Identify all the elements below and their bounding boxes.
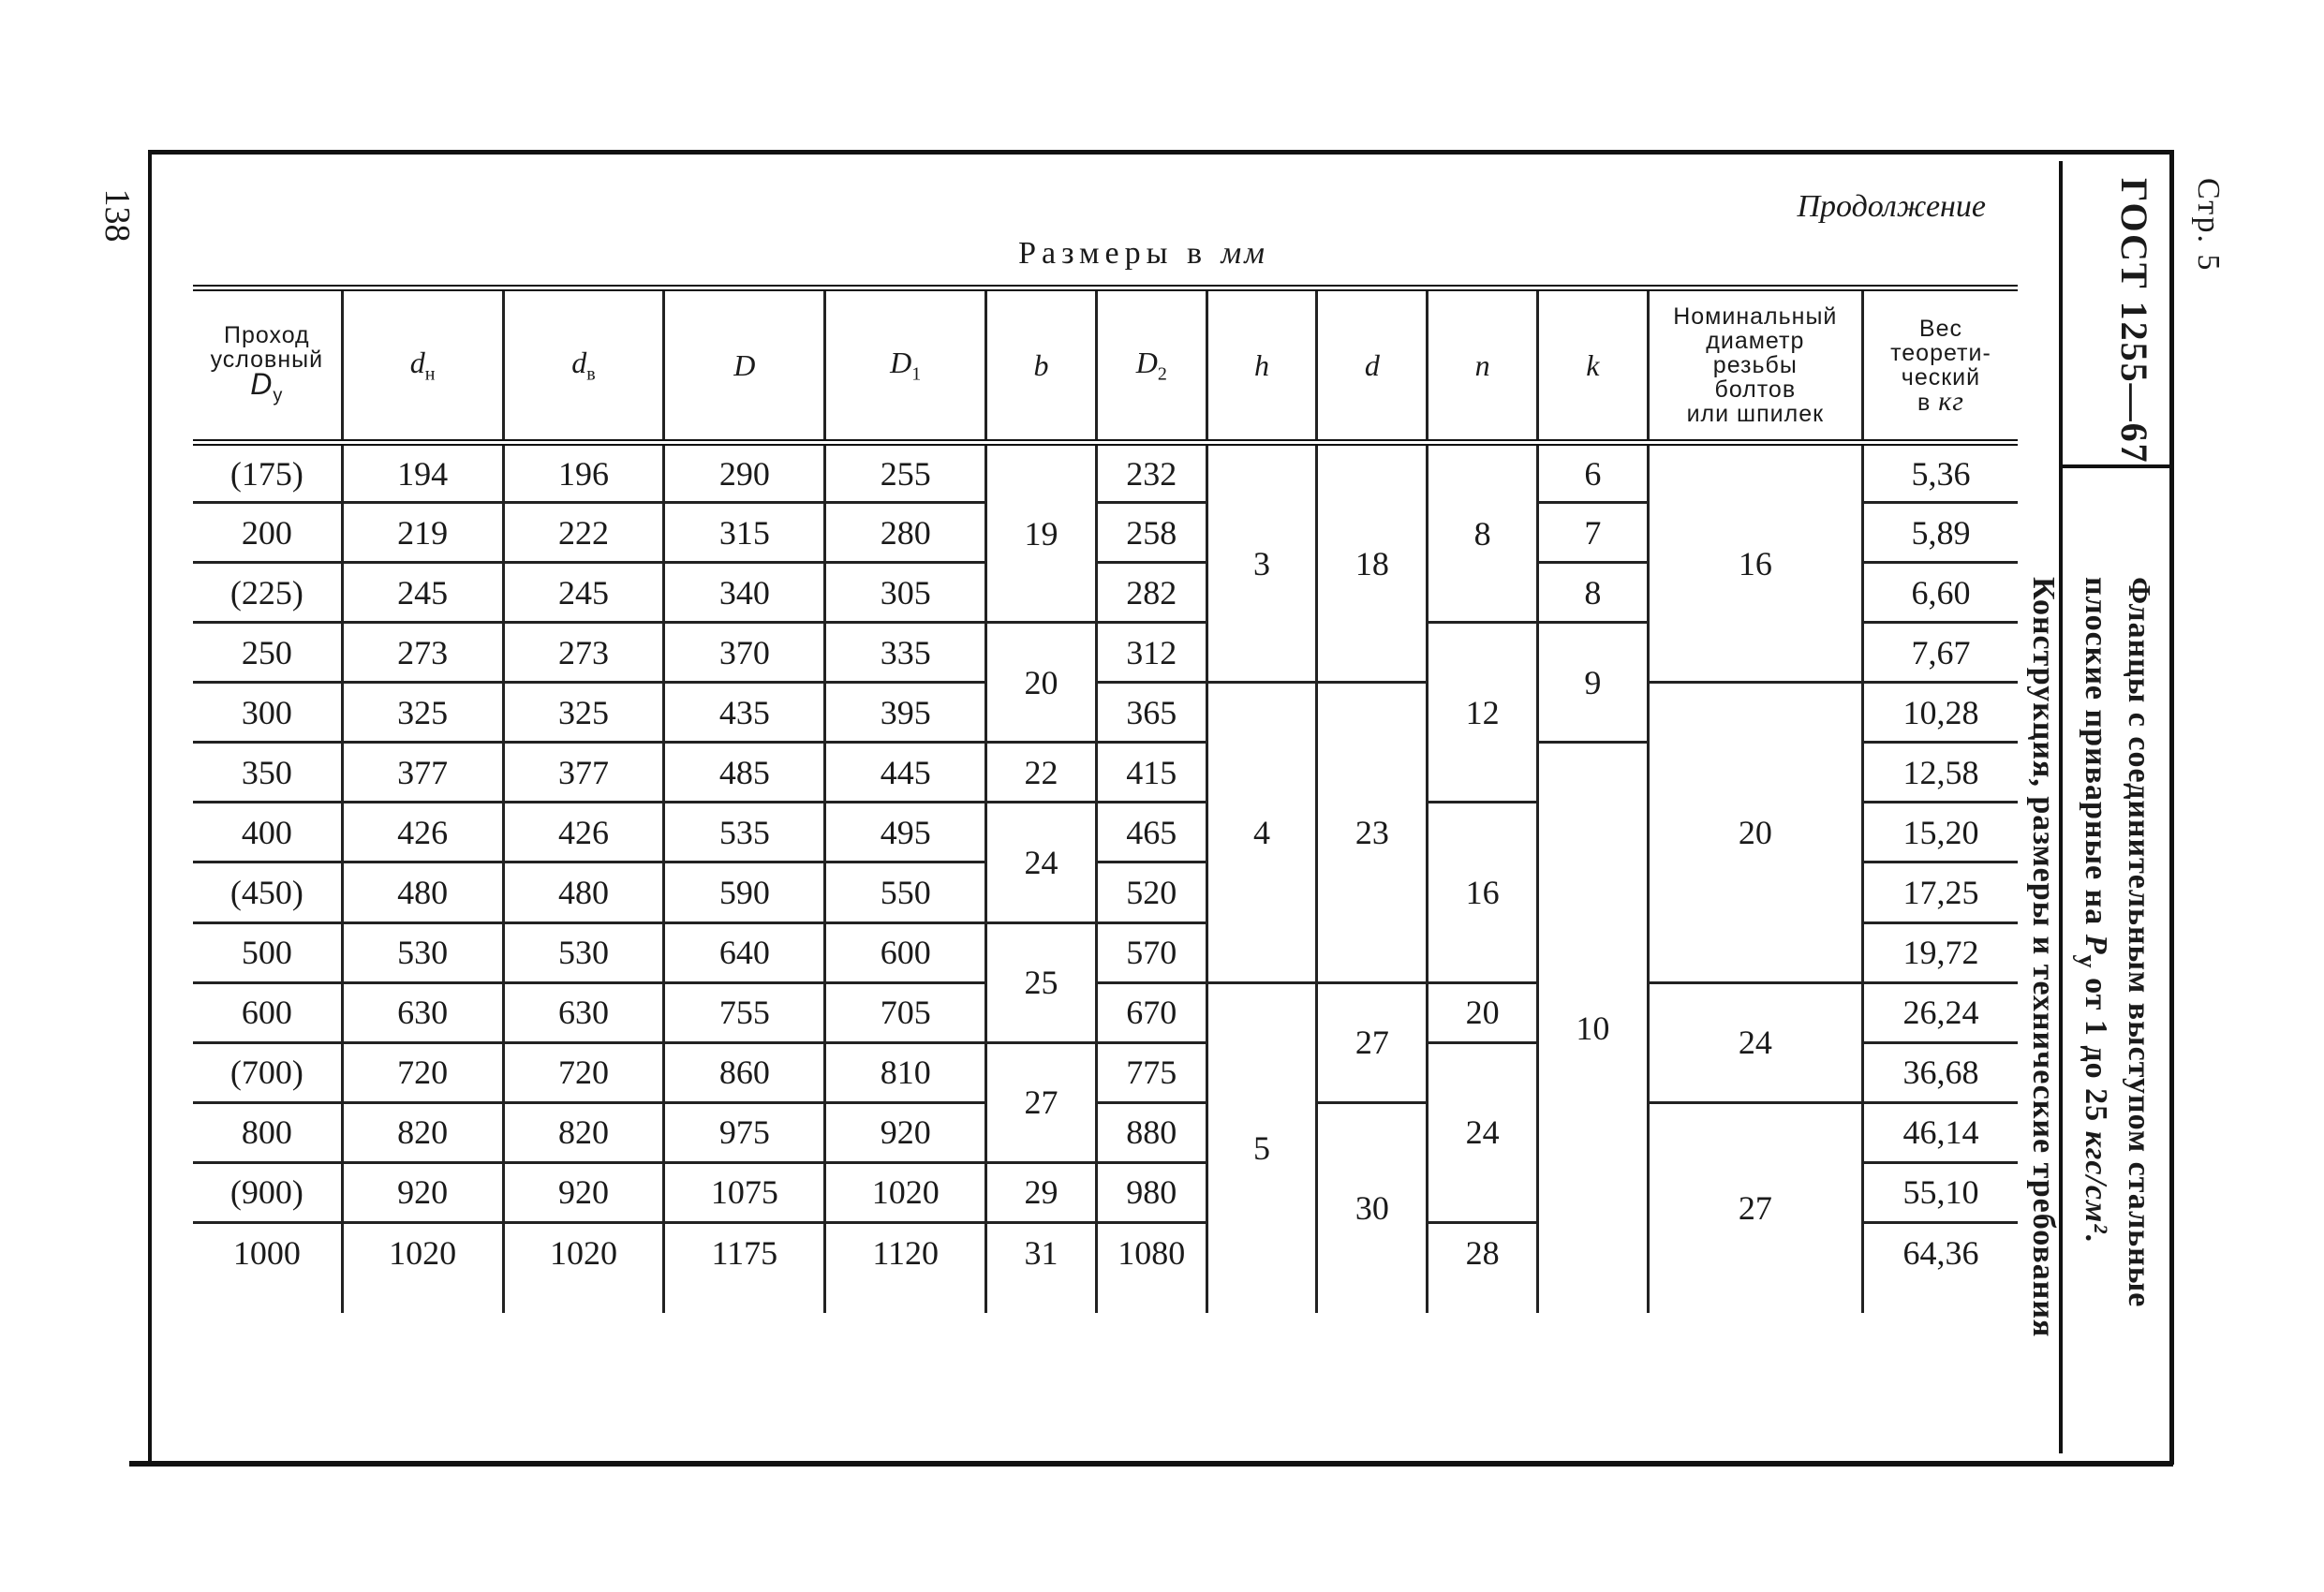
document-title bbox=[2021, 577, 2160, 1337]
table-row bbox=[193, 443, 2018, 503]
cell-dn: 194 bbox=[342, 443, 503, 503]
cell-D1: 920 bbox=[825, 1102, 986, 1162]
cell-D2: 365 bbox=[1096, 683, 1206, 743]
cell-dv: 720 bbox=[503, 1042, 664, 1102]
cell-D2: 775 bbox=[1096, 1042, 1206, 1102]
cell-b-group: 22 bbox=[986, 743, 1097, 803]
cell-weight: 17,25 bbox=[1862, 862, 2018, 922]
header-weight-line4-text: в bbox=[1917, 389, 1939, 416]
cell-dn: 720 bbox=[342, 1042, 503, 1102]
cell-weight: 55,10 bbox=[1862, 1162, 2018, 1222]
cell-dn: 219 bbox=[342, 503, 503, 563]
cell-D1: 255 bbox=[825, 443, 986, 503]
cell-dn: 377 bbox=[342, 743, 503, 803]
cell-d-group: 18 bbox=[1317, 443, 1428, 683]
cell-thread-group: 16 bbox=[1648, 443, 1862, 683]
page-number: 138 bbox=[97, 188, 137, 243]
cell-weight: 5,36 bbox=[1862, 443, 2018, 503]
cell-dy: 400 bbox=[193, 803, 342, 862]
units-caption-unit: мм bbox=[1221, 236, 1267, 271]
header-thread-line4: болтов bbox=[1714, 376, 1797, 403]
cell-dv: 920 bbox=[503, 1162, 664, 1222]
cell-dy: (700) bbox=[193, 1042, 342, 1102]
cell-h-group: 5 bbox=[1206, 982, 1317, 1313]
units-caption bbox=[843, 236, 1443, 272]
side-page-label: Стр. 5 bbox=[2191, 178, 2226, 273]
cell-n-group: 24 bbox=[1428, 1042, 1538, 1222]
title-line-1: Фланцы с соединительным выступом стальные bbox=[2122, 577, 2156, 1308]
cell-h-group: 4 bbox=[1206, 683, 1317, 982]
cell-D2: 980 bbox=[1096, 1162, 1206, 1222]
header-dy-line2: условный bbox=[210, 346, 324, 373]
header-dn-sub: н bbox=[424, 363, 436, 385]
cell-weight: 12,58 bbox=[1862, 743, 2018, 803]
cell-dy: 800 bbox=[193, 1102, 342, 1162]
cell-D: 640 bbox=[664, 922, 825, 982]
cell-dy: 500 bbox=[193, 922, 342, 982]
cell-n-group: 12 bbox=[1428, 623, 1538, 803]
cell-dn: 480 bbox=[342, 862, 503, 922]
title-pressure-subscript: у bbox=[2072, 954, 2102, 969]
cell-n-group: 8 bbox=[1428, 443, 1538, 623]
title-pressure-unit: кгс/см² bbox=[2079, 1130, 2113, 1234]
header-n-sym: n bbox=[1474, 347, 1490, 382]
cell-D1: 1120 bbox=[825, 1222, 986, 1313]
header-h bbox=[1206, 288, 1317, 443]
cell-b-group: 20 bbox=[986, 623, 1097, 743]
cell-D: 535 bbox=[664, 803, 825, 862]
header-D1 bbox=[825, 288, 986, 443]
cell-D2: 670 bbox=[1096, 982, 1206, 1042]
header-k-sym: k bbox=[1586, 347, 1600, 382]
frame-right-rule bbox=[2169, 150, 2174, 1465]
header-weight-line1: Вес bbox=[1918, 315, 1962, 342]
cell-weight: 5,89 bbox=[1862, 503, 2018, 563]
units-caption-text: Размеры в bbox=[1018, 236, 1221, 271]
cell-dy: 1000 bbox=[232, 1233, 301, 1272]
table-row bbox=[193, 982, 2018, 1042]
cell-D2: 232 bbox=[1096, 443, 1206, 503]
continuation-label: Продолжение bbox=[1797, 189, 1986, 224]
flange-dimensions-table bbox=[193, 285, 2018, 1313]
cell-D: 590 bbox=[664, 862, 825, 922]
cell-dn: 530 bbox=[342, 922, 503, 982]
cell-D2: 1080 bbox=[1096, 1222, 1206, 1313]
cell-b-group: 27 bbox=[986, 1042, 1097, 1162]
cell-dv: 245 bbox=[503, 563, 664, 623]
table-header-row bbox=[193, 288, 2018, 443]
cell-dn: 1020 bbox=[342, 1222, 503, 1313]
header-weight-line4 bbox=[1864, 385, 2018, 417]
header-dv-sym: d bbox=[571, 345, 587, 379]
cell-thread-group: 20 bbox=[1648, 683, 1862, 982]
header-dn bbox=[342, 288, 503, 443]
cell-weight: 7,67 bbox=[1862, 623, 2018, 683]
frame-left-rule bbox=[148, 150, 152, 1461]
cell-k: 8 bbox=[1537, 563, 1648, 623]
cell-D: 340 bbox=[664, 563, 825, 623]
cell-D1: 550 bbox=[825, 862, 986, 922]
header-D-sym: D bbox=[733, 347, 756, 382]
header-thread-line2: диаметр bbox=[1706, 328, 1805, 354]
cell-D2: 282 bbox=[1096, 563, 1206, 623]
header-dy-line1: Проход bbox=[223, 321, 310, 348]
cell-n-group: 16 bbox=[1428, 803, 1538, 982]
header-thread-line1: Номинальный bbox=[1673, 303, 1838, 330]
cell-dy: (900) bbox=[193, 1162, 342, 1222]
title-line-3: Конструкция, размеры и технические требования bbox=[2026, 577, 2062, 1338]
cell-k: 7 bbox=[1537, 503, 1648, 563]
cell-D2: 415 bbox=[1096, 743, 1206, 803]
cell-thread-group: 27 bbox=[1648, 1102, 1862, 1313]
header-dn-sym: d bbox=[409, 345, 425, 379]
cell-D: 435 bbox=[664, 683, 825, 743]
frame-top-rule bbox=[148, 150, 2173, 155]
header-dy-symbol bbox=[193, 366, 341, 407]
cell-b-group: 19 bbox=[986, 443, 1097, 623]
header-D2 bbox=[1096, 288, 1206, 443]
cell-dn: 273 bbox=[342, 623, 503, 683]
title-pressure-symbol: P bbox=[2079, 934, 2113, 955]
header-thread-line3: резьбы bbox=[1712, 352, 1798, 378]
cell-D: 1175 bbox=[664, 1222, 825, 1313]
cell-D2: 570 bbox=[1096, 922, 1206, 982]
cell-D2: 312 bbox=[1096, 623, 1206, 683]
cell-dv: 530 bbox=[503, 922, 664, 982]
cell-D2: 520 bbox=[1096, 862, 1206, 922]
cell-D2: 258 bbox=[1096, 503, 1206, 563]
cell-D1: 810 bbox=[825, 1042, 986, 1102]
cell-D1: 335 bbox=[825, 623, 986, 683]
cell-dv: 630 bbox=[503, 982, 664, 1042]
header-d-sym: d bbox=[1364, 347, 1380, 382]
cell-D1: 395 bbox=[825, 683, 986, 743]
table-row bbox=[193, 683, 2018, 743]
cell-dy: (450) bbox=[193, 862, 342, 922]
cell-D: 975 bbox=[664, 1102, 825, 1162]
cell-dn: 820 bbox=[342, 1102, 503, 1162]
cell-weight: 10,28 bbox=[1862, 683, 2018, 743]
cell-D2: 880 bbox=[1096, 1102, 1206, 1162]
header-D2-sub: 2 bbox=[1157, 363, 1167, 385]
side-strip-divider bbox=[2059, 464, 2169, 468]
cell-dy: 300 bbox=[193, 683, 342, 743]
cell-D: 860 bbox=[664, 1042, 825, 1102]
cell-weight: 6,60 bbox=[1862, 563, 2018, 623]
standard-code: ГОСТ 1255—67 bbox=[2113, 178, 2155, 464]
header-D2-sym: D bbox=[1135, 345, 1158, 379]
cell-dv: 273 bbox=[503, 623, 664, 683]
header-b-sym: b bbox=[1033, 347, 1049, 382]
cell-dv: 325 bbox=[503, 683, 664, 743]
title-line-2-end: . bbox=[2079, 1233, 2113, 1244]
cell-n-group: 28 bbox=[1428, 1222, 1538, 1313]
cell-dy: 200 bbox=[193, 503, 342, 563]
cell-D: 1075 bbox=[664, 1162, 825, 1222]
cell-n-group: 20 bbox=[1428, 982, 1538, 1042]
cell-d-group: 23 bbox=[1317, 683, 1428, 982]
cell-dn: 426 bbox=[342, 803, 503, 862]
cell-b-group: 31 bbox=[986, 1222, 1097, 1313]
header-thread-line5: или шпилек bbox=[1686, 401, 1825, 427]
header-dv bbox=[503, 288, 664, 443]
cell-k-group: 10 bbox=[1537, 743, 1648, 1313]
cell-weight: 26,24 bbox=[1862, 982, 2018, 1042]
cell-dy: 350 bbox=[193, 743, 342, 803]
cell-dy: (175) bbox=[193, 443, 342, 503]
header-n bbox=[1428, 288, 1538, 443]
cell-b-group: 29 bbox=[986, 1162, 1097, 1222]
title-line-2-start: плоские приварные на bbox=[2079, 577, 2113, 935]
header-thread-diameter bbox=[1648, 288, 1862, 443]
cell-weight: 64,36 bbox=[1862, 1222, 2018, 1313]
cell-weight: 46,14 bbox=[1862, 1102, 2018, 1162]
frame-bottom-rule bbox=[129, 1461, 2173, 1467]
header-D bbox=[664, 288, 825, 443]
cell-D: 290 bbox=[664, 443, 825, 503]
cell-dv: 426 bbox=[503, 803, 664, 862]
cell-weight: 36,68 bbox=[1862, 1042, 2018, 1102]
cell-dy: 600 bbox=[193, 982, 342, 1042]
cell-D: 755 bbox=[664, 982, 825, 1042]
cell-b-group: 25 bbox=[986, 922, 1097, 1042]
cell-D1: 445 bbox=[825, 743, 986, 803]
cell-dv: 1020 bbox=[503, 1222, 664, 1313]
header-weight-line3: ческий bbox=[1901, 363, 1981, 391]
cell-dy: (225) bbox=[193, 563, 342, 623]
cell-dn: 630 bbox=[342, 982, 503, 1042]
cell-d-group: 30 bbox=[1317, 1102, 1428, 1313]
cell-D2: 465 bbox=[1096, 803, 1206, 862]
cell-D: 485 bbox=[664, 743, 825, 803]
cell-D1: 280 bbox=[825, 503, 986, 563]
title-line-2-middle: от 1 до 25 bbox=[2079, 968, 2113, 1131]
cell-dv: 222 bbox=[503, 503, 664, 563]
header-k bbox=[1537, 288, 1648, 443]
cell-dn: 245 bbox=[342, 563, 503, 623]
cell-k: 6 bbox=[1537, 443, 1648, 503]
cell-thread-group: 24 bbox=[1648, 982, 1862, 1102]
cell-D1: 600 bbox=[825, 922, 986, 982]
header-weight-line2: теорети- bbox=[1890, 339, 1991, 366]
cell-D: 370 bbox=[664, 623, 825, 683]
header-D1-sub: 1 bbox=[911, 363, 922, 385]
header-dv-sub: в bbox=[586, 363, 596, 385]
cell-dv: 196 bbox=[503, 443, 664, 503]
cell-dv: 820 bbox=[503, 1102, 664, 1162]
cell-dn: 920 bbox=[342, 1162, 503, 1222]
header-dy-sub: у bbox=[273, 385, 284, 406]
header-weight bbox=[1862, 288, 2018, 443]
cell-weight: 19,72 bbox=[1862, 922, 2018, 982]
cell-dv: 480 bbox=[503, 862, 664, 922]
header-nominal-bore bbox=[193, 288, 342, 443]
cell-d-group: 27 bbox=[1317, 982, 1428, 1102]
cell-b-group: 24 bbox=[986, 803, 1097, 922]
cell-D1: 305 bbox=[825, 563, 986, 623]
table-row bbox=[193, 1102, 2018, 1162]
cell-dy: 250 bbox=[193, 623, 342, 683]
header-weight-unit: кг bbox=[1938, 385, 1964, 417]
cell-D1: 495 bbox=[825, 803, 986, 862]
cell-weight: 15,20 bbox=[1862, 803, 2018, 862]
header-dy-sym: D bbox=[250, 366, 274, 401]
cell-dv: 377 bbox=[503, 743, 664, 803]
header-h-sym: h bbox=[1254, 347, 1270, 382]
cell-h-group: 3 bbox=[1206, 443, 1317, 683]
header-D1-sym: D bbox=[890, 345, 912, 379]
cell-dn: 325 bbox=[342, 683, 503, 743]
cell-D: 315 bbox=[664, 503, 825, 563]
header-b bbox=[986, 288, 1097, 443]
cell-k-group: 9 bbox=[1537, 623, 1648, 743]
cell-D1: 1020 bbox=[825, 1162, 986, 1222]
header-d bbox=[1317, 288, 1428, 443]
title-line-2 bbox=[2065, 577, 2117, 1337]
cell-D1: 705 bbox=[825, 982, 986, 1042]
